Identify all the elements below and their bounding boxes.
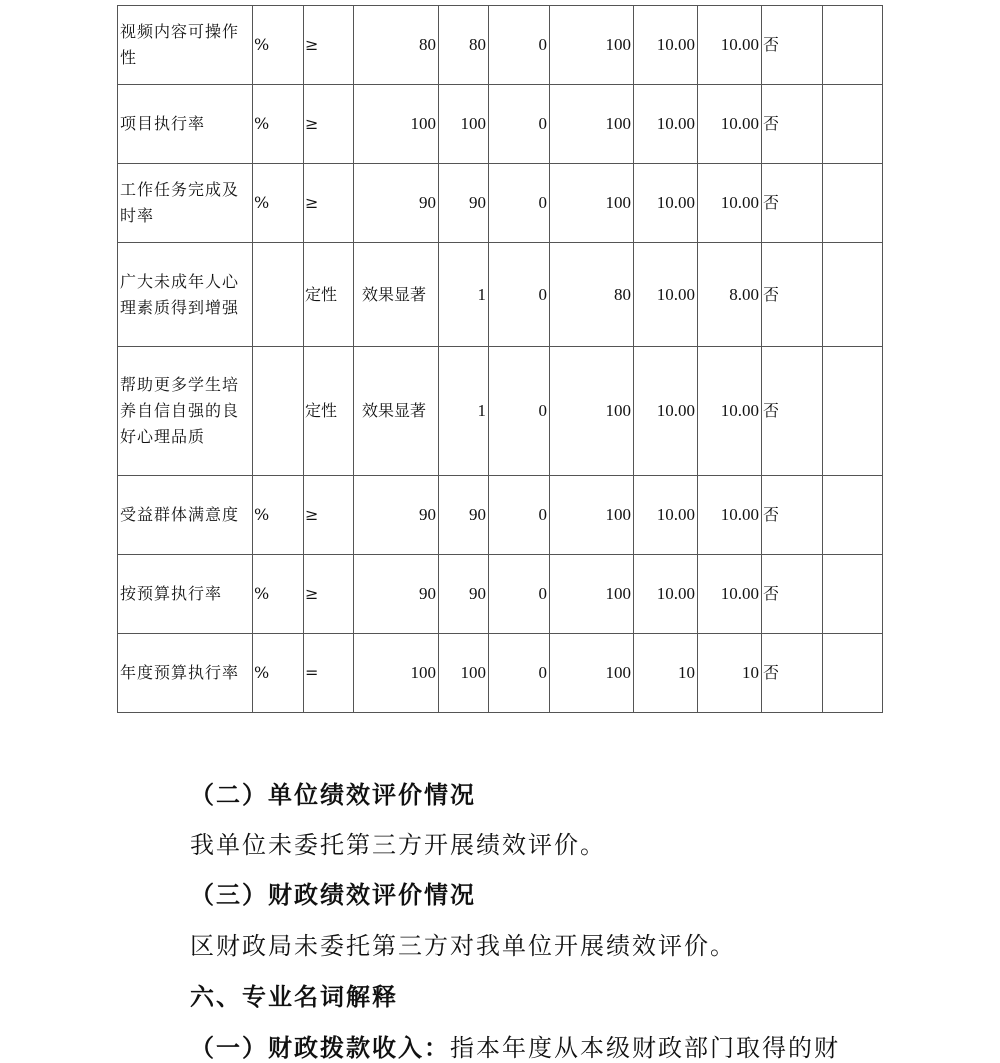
cell-unit: % xyxy=(253,555,304,634)
cell-weight: 10.00 xyxy=(634,243,698,347)
unit-eval-heading: （二）单位绩效评价情况 xyxy=(190,780,476,809)
cell-deviation: 0 xyxy=(489,555,550,634)
terms-heading: 六、专业名词解释 xyxy=(190,982,398,1011)
table-body xyxy=(118,6,883,713)
cell-score: 10.00 xyxy=(698,347,762,476)
cell-flag: 否 xyxy=(762,476,823,555)
cell-actual: 100 xyxy=(439,85,489,164)
cell-unit xyxy=(253,243,304,347)
table-row xyxy=(118,85,883,164)
cell-actual: 100 xyxy=(439,634,489,713)
cell-weight: 10.00 xyxy=(634,164,698,243)
cell-unit: % xyxy=(253,6,304,85)
cell-name: 年度预算执行率 xyxy=(118,634,253,713)
cell-actual: 90 xyxy=(439,164,489,243)
cell-op: ≥ xyxy=(304,476,354,555)
cell-actual: 1 xyxy=(439,347,489,476)
cell-target: 90 xyxy=(354,164,439,243)
cell-op: ≥ xyxy=(304,85,354,164)
cell-note xyxy=(823,6,883,85)
cell-note xyxy=(823,347,883,476)
cell-score-rate: 80 xyxy=(550,243,634,347)
cell-score: 10.00 xyxy=(698,6,762,85)
cell-flag: 否 xyxy=(762,555,823,634)
cell-weight: 10.00 xyxy=(634,476,698,555)
cell-actual: 80 xyxy=(439,6,489,85)
cell-score: 10.00 xyxy=(698,85,762,164)
cell-target: 100 xyxy=(354,85,439,164)
cell-score-rate: 100 xyxy=(550,6,634,85)
cell-name: 视频内容可操作性 xyxy=(118,6,253,85)
cell-actual: 90 xyxy=(439,476,489,555)
finance-eval-text: 区财政局未委托第三方对我单位开展绩效评价。 xyxy=(190,932,736,960)
cell-op: 定性 xyxy=(304,243,354,347)
cell-score-rate: 100 xyxy=(550,634,634,713)
cell-name: 工作任务完成及时率 xyxy=(118,164,253,243)
cell-deviation: 0 xyxy=(489,476,550,555)
cell-flag: 否 xyxy=(762,634,823,713)
cell-op: ≥ xyxy=(304,6,354,85)
cell-score: 10.00 xyxy=(698,476,762,555)
term1-paragraph xyxy=(190,1033,840,1063)
cell-name: 帮助更多学生培养自信自强的良好心理品质 xyxy=(118,347,253,476)
cell-deviation: 0 xyxy=(489,243,550,347)
cell-unit: % xyxy=(253,634,304,713)
cell-unit xyxy=(253,347,304,476)
cell-op: ≥ xyxy=(304,164,354,243)
term1-label: （一）财政拨款收入： xyxy=(190,1033,450,1062)
cell-deviation: 0 xyxy=(489,164,550,243)
table-row xyxy=(118,243,883,347)
cell-op: 定性 xyxy=(304,347,354,476)
cell-op: = xyxy=(304,634,354,713)
cell-score-rate: 100 xyxy=(550,555,634,634)
cell-weight: 10.00 xyxy=(634,85,698,164)
cell-deviation: 0 xyxy=(489,634,550,713)
cell-unit: % xyxy=(253,85,304,164)
cell-note xyxy=(823,243,883,347)
cell-target: 80 xyxy=(354,6,439,85)
table-row xyxy=(118,555,883,634)
cell-target: 效果显著 xyxy=(354,243,439,347)
cell-flag: 否 xyxy=(762,85,823,164)
cell-op: ≥ xyxy=(304,555,354,634)
cell-unit: % xyxy=(253,476,304,555)
cell-target: 90 xyxy=(354,476,439,555)
cell-weight: 10 xyxy=(634,634,698,713)
cell-target: 效果显著 xyxy=(354,347,439,476)
cell-name: 项目执行率 xyxy=(118,85,253,164)
table-row xyxy=(118,476,883,555)
cell-score-rate: 100 xyxy=(550,347,634,476)
cell-score: 8.00 xyxy=(698,243,762,347)
cell-flag: 否 xyxy=(762,243,823,347)
cell-name: 受益群体满意度 xyxy=(118,476,253,555)
finance-eval-heading: （三）财政绩效评价情况 xyxy=(190,880,476,909)
table-row xyxy=(118,634,883,713)
cell-score-rate: 100 xyxy=(550,476,634,555)
cell-weight: 10.00 xyxy=(634,6,698,85)
cell-deviation: 0 xyxy=(489,347,550,476)
cell-unit: % xyxy=(253,164,304,243)
cell-flag: 否 xyxy=(762,347,823,476)
cell-deviation: 0 xyxy=(489,85,550,164)
cell-note xyxy=(823,634,883,713)
cell-name: 按预算执行率 xyxy=(118,555,253,634)
cell-target: 90 xyxy=(354,555,439,634)
cell-target: 100 xyxy=(354,634,439,713)
cell-weight: 10.00 xyxy=(634,347,698,476)
table-row xyxy=(118,6,883,85)
term1-text: 指本年度从本级财政部门取得的财 xyxy=(450,1034,840,1062)
cell-score: 10 xyxy=(698,634,762,713)
table-row xyxy=(118,164,883,243)
cell-score-rate: 100 xyxy=(550,85,634,164)
cell-flag: 否 xyxy=(762,164,823,243)
cell-name: 广大未成年人心理素质得到增强 xyxy=(118,243,253,347)
performance-indicator-table xyxy=(117,5,883,713)
cell-actual: 90 xyxy=(439,555,489,634)
cell-score-rate: 100 xyxy=(550,164,634,243)
cell-score: 10.00 xyxy=(698,164,762,243)
cell-actual: 1 xyxy=(439,243,489,347)
table-row xyxy=(118,347,883,476)
cell-note xyxy=(823,476,883,555)
cell-score: 10.00 xyxy=(698,555,762,634)
cell-flag: 否 xyxy=(762,6,823,85)
cell-note xyxy=(823,85,883,164)
unit-eval-text: 我单位未委托第三方开展绩效评价。 xyxy=(190,831,606,859)
cell-weight: 10.00 xyxy=(634,555,698,634)
cell-note xyxy=(823,555,883,634)
cell-deviation: 0 xyxy=(489,6,550,85)
cell-note xyxy=(823,164,883,243)
